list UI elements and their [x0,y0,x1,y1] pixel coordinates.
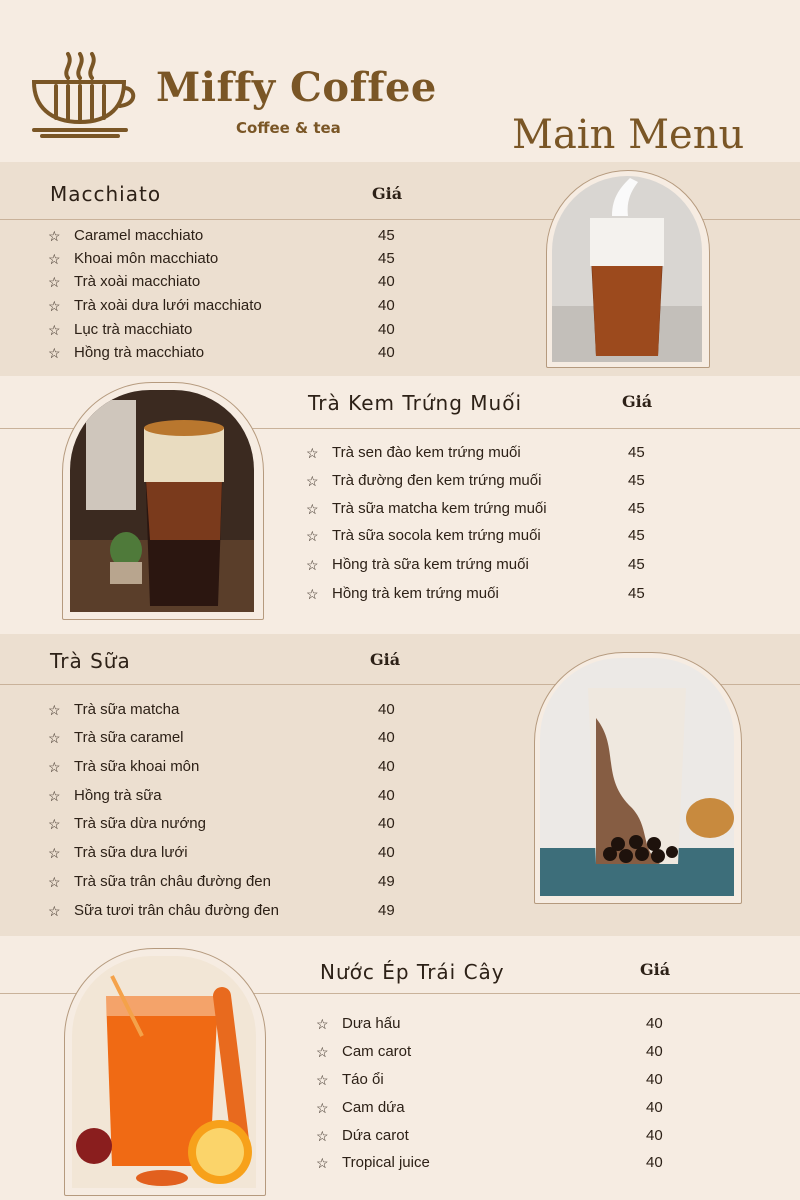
section-title: Macchiato [50,182,162,206]
star-outline-icon: ☆ [48,228,61,244]
item-name: Trà đường đen kem trứng muối [332,472,542,489]
item-price: 40 [378,787,395,804]
item-price: 40 [646,1043,663,1060]
menu-item [316,1013,676,1035]
item-price: 40 [646,1154,663,1171]
orange-juice-photo [72,956,256,1188]
item-name: Trà sữa caramel [74,729,184,746]
star-outline-icon: ☆ [48,788,61,804]
menu-item [316,1041,676,1063]
star-outline-icon: ☆ [48,903,61,919]
star-outline-icon: ☆ [316,1016,329,1032]
menu-item [48,842,408,864]
menu-item [306,583,658,605]
menu-item [316,1097,676,1119]
star-outline-icon: ☆ [48,345,61,361]
price-header: Giá [372,184,403,203]
item-name: Dưa hấu [342,1015,401,1032]
item-name: Trà sen đào kem trứng muối [332,444,521,461]
menu-item [48,727,408,749]
item-price: 40 [378,815,395,832]
item-name: Trà sữa matcha [74,701,180,718]
coffee-cup-logo-icon [28,48,140,140]
item-name: Trà sữa dừa nướng [74,815,206,832]
star-outline-icon: ☆ [306,445,319,461]
item-name: Hồng trà macchiato [74,344,205,361]
item-price: 45 [628,527,645,544]
menu-item [48,813,408,835]
star-outline-icon: ☆ [316,1072,329,1088]
item-price: 45 [378,227,395,244]
menu-item [48,871,408,893]
item-name: Caramel macchiato [74,227,204,244]
menu-item [48,342,408,364]
item-price: 40 [378,844,395,861]
item-price: 40 [378,273,395,290]
item-price: 40 [646,1127,663,1144]
item-price: 40 [378,758,395,775]
star-outline-icon: ☆ [48,274,61,290]
item-price: 45 [628,444,645,461]
item-name: Trà sữa socola kem trứng muối [332,527,541,544]
item-name: Táo ổi [342,1071,384,1088]
item-name: Tropical juice [342,1154,430,1171]
section-title: Trà Kem Trứng Muối [308,391,523,415]
item-price: 40 [378,344,395,361]
section-title: Nước Ép Trái Cây [320,960,505,984]
item-name: Trà sữa trân châu đường đen [74,873,271,890]
item-name: Hồng trà sữa kem trứng muối [332,556,529,573]
item-name: Dứa carot [342,1127,409,1144]
price-header: Giá [622,392,653,411]
menu-item [316,1152,676,1174]
menu-item [48,271,408,293]
menu-item [316,1125,676,1147]
item-price: 49 [378,873,395,890]
item-name: Hồng trà kem trứng muối [332,585,499,602]
item-name: Sữa tươi trân châu đường đen [74,902,279,919]
item-price: 45 [628,556,645,573]
item-price: 40 [378,701,395,718]
item-name: Cam dứa [342,1099,405,1116]
star-outline-icon: ☆ [48,730,61,746]
item-name: Hồng trà sữa [74,787,162,804]
brand-tagline: Coffee & tea [236,119,341,137]
item-price: 49 [378,902,395,919]
item-price: 45 [628,585,645,602]
item-name: Trà xoài macchiato [74,273,201,290]
star-outline-icon: ☆ [48,874,61,890]
item-price: 40 [378,297,395,314]
star-outline-icon: ☆ [48,816,61,832]
section-title: Trà Sữa [50,649,131,673]
item-name: Cam carot [342,1043,412,1060]
menu-item [48,756,408,778]
star-outline-icon: ☆ [306,501,319,517]
price-header: Giá [370,650,401,669]
milk-tea-photo [540,658,734,896]
brand-name: Miffy Coffee [156,64,437,111]
star-outline-icon: ☆ [48,251,61,267]
star-outline-icon: ☆ [306,557,319,573]
item-name: Khoai môn macchiato [74,250,219,267]
item-price: 45 [378,250,395,267]
star-outline-icon: ☆ [306,528,319,544]
menu-item [48,225,408,247]
item-price: 45 [628,500,645,517]
menu-item [306,525,658,547]
star-outline-icon: ☆ [48,298,61,314]
menu-item [306,498,658,520]
star-outline-icon: ☆ [48,702,61,718]
item-price: 40 [646,1071,663,1088]
menu-item [48,248,408,270]
star-outline-icon: ☆ [306,473,319,489]
menu-item [48,319,408,341]
item-price: 40 [646,1015,663,1032]
item-name: Trà sữa matcha kem trứng muối [332,500,547,517]
star-outline-icon: ☆ [316,1155,329,1171]
star-outline-icon: ☆ [48,322,61,338]
menu-item [48,295,408,317]
menu-item [306,554,658,576]
menu-item [48,900,408,922]
menu-item [48,785,408,807]
menu-item [316,1069,676,1091]
star-outline-icon: ☆ [48,845,61,861]
star-outline-icon: ☆ [306,586,319,602]
item-name: Trà sữa dưa lưới [74,844,188,861]
price-header: Giá [640,960,671,979]
star-outline-icon: ☆ [316,1100,329,1116]
menu-item [48,699,408,721]
macchiato-photo [552,176,702,362]
header [0,0,800,160]
menu-item [306,470,658,492]
item-name: Trà xoài dưa lưới macchiato [74,297,262,314]
item-price: 40 [378,321,395,338]
item-name: Trà sữa khoai môn [74,758,200,775]
item-price: 40 [646,1099,663,1116]
item-price: 40 [378,729,395,746]
menu-title: Main Menu [512,112,745,158]
star-outline-icon: ☆ [316,1128,329,1144]
star-outline-icon: ☆ [316,1044,329,1060]
menu-item [306,442,658,464]
star-outline-icon: ☆ [48,759,61,775]
salted-egg-cream-tea-photo [70,390,254,612]
item-name: Lục trà macchiato [74,321,193,338]
item-price: 45 [628,472,645,489]
